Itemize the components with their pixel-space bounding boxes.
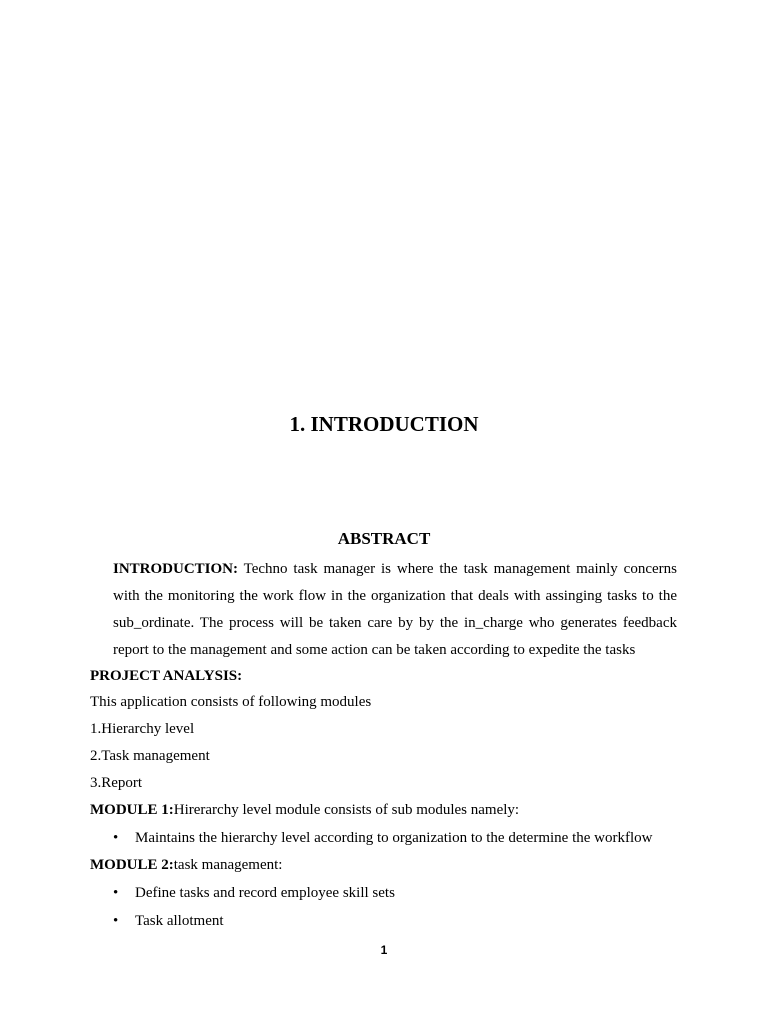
module1-label: MODULE 1:: [90, 802, 174, 818]
introduction-paragraph: [113, 556, 677, 664]
intro-line-3: sub_ordinate. The process will be taken care by by the in_charge who generates feedback: [113, 615, 677, 631]
module1-bullet-text: Maintains the hierarchy level according to organization to the determine the workflow: [135, 830, 653, 846]
bullet-icon: •: [113, 830, 119, 846]
module1-bullet-item: [113, 827, 652, 849]
project-analysis-description: This application consists of following modules: [90, 694, 372, 710]
project-analysis-heading: PROJECT ANALYSIS:: [90, 668, 243, 684]
module2-bullet-item: [113, 882, 395, 904]
module2-bullet-text-1: Define tasks and record employee skill sets: [135, 885, 395, 901]
module1-text: Hirerarchy level module consists of sub modules namely:: [173, 802, 520, 818]
intro-line-1: [113, 556, 677, 583]
chapter-title: 1. INTRODUCTION: [289, 412, 479, 436]
module1-line: [90, 799, 519, 821]
bullet-icon: •: [113, 913, 119, 929]
module2-bullet-text-2: Task allotment: [135, 913, 224, 929]
module-list-item-3: 3.Report: [90, 775, 143, 791]
bullet-icon: •: [113, 885, 119, 901]
intro-label: INTRODUCTION:: [113, 561, 239, 577]
module-list-item-2: 2.Task management: [90, 748, 210, 764]
intro-line-4: report to the management and some action can be taken according to expedite the tasks: [113, 642, 636, 658]
page-number: 1: [380, 943, 388, 957]
module2-label: MODULE 2:: [90, 857, 174, 873]
module2-text: task management:: [173, 857, 283, 873]
module2-line: [90, 854, 282, 876]
intro-line-2: with the monitoring the work flow in the organization that deals with assinging tasks to the: [113, 588, 677, 604]
abstract-heading: ABSTRACT: [337, 529, 431, 548]
module-list-item-1: 1.Hierarchy level: [90, 721, 195, 737]
intro-line-1-text: Techno task manager is where the task management mainly concerns: [238, 561, 677, 577]
module2-bullet-item: [113, 910, 224, 932]
